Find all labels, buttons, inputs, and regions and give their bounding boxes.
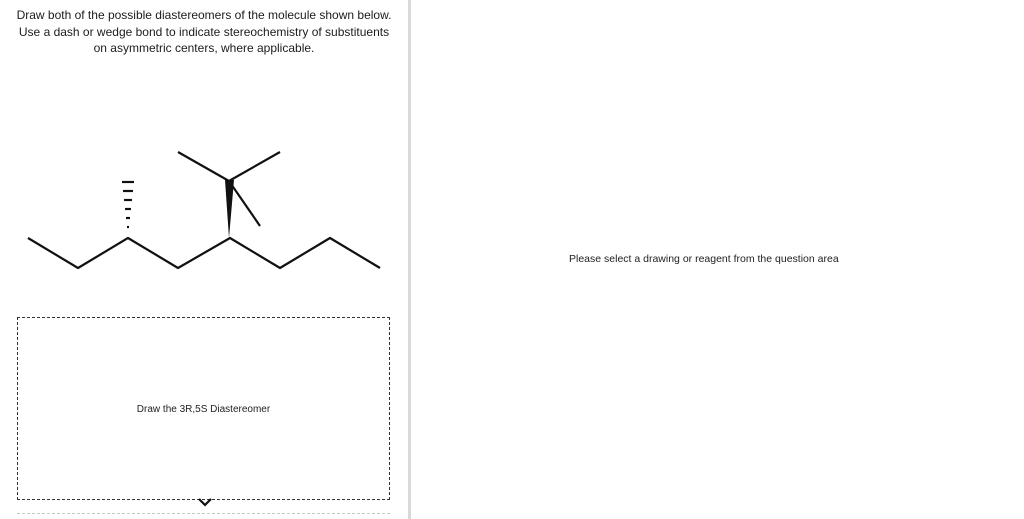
branch-bond-left [178, 152, 229, 181]
bottom-divider [17, 513, 390, 514]
workspace-panel [411, 0, 1024, 519]
question-prompt: Draw both of the possible diastereomers of the molecule shown below. Use a dash or wedge bond to indicate stereochemistry of substituents on asymmetric centers, where applicable. [16, 8, 392, 55]
drawing-canvas[interactable] [17, 317, 390, 500]
carbon-chain [28, 238, 380, 268]
hashed-bond [122, 182, 134, 227]
branch-bond-right [229, 152, 280, 181]
branch-bond-down [229, 181, 260, 226]
question-panel [0, 0, 408, 519]
wedge-bond [225, 180, 234, 238]
molecule-structure [20, 140, 390, 280]
chevron-down-icon[interactable] [197, 497, 213, 507]
drawing-label: Draw the 3R,5S Diastereomer [136, 404, 271, 415]
status-message: Please select a drawing or reagent from the question area [569, 253, 839, 265]
